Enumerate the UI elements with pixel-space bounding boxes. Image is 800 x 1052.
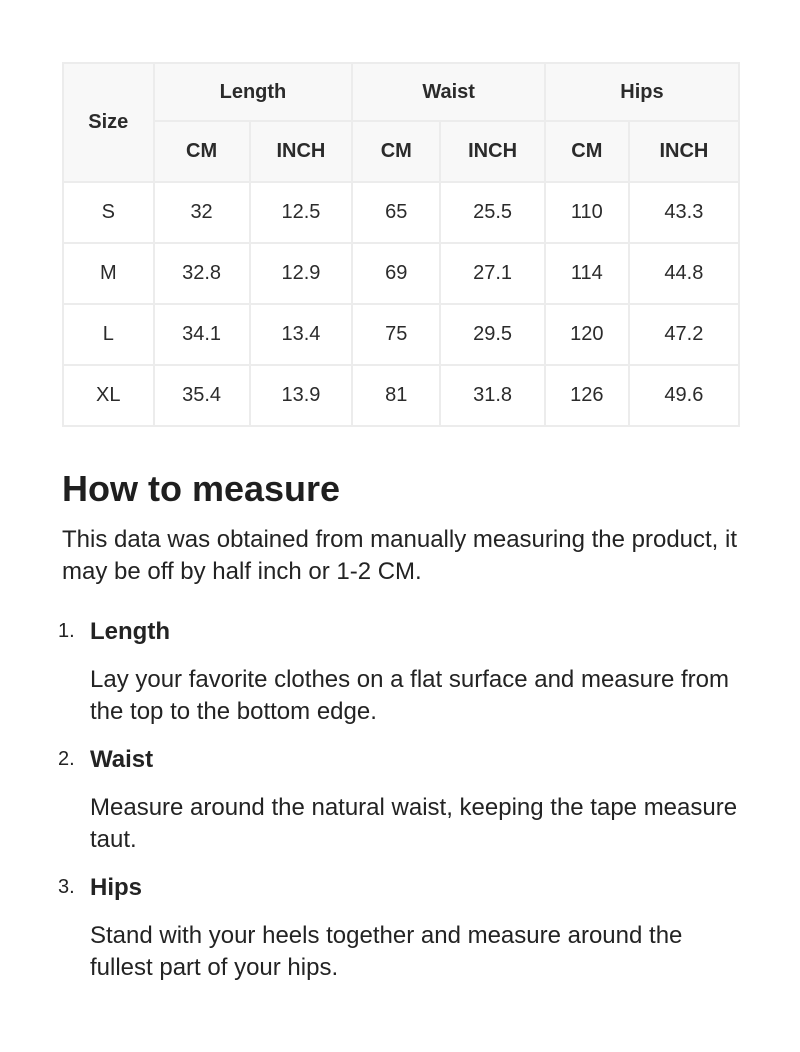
step-description: Stand with your heels together and measure around the fullest part of your hips.: [90, 922, 683, 982]
measurement-cell: 12.5: [250, 182, 353, 243]
measurement-cell: 25.5: [440, 182, 545, 243]
measurement-cell: 13.9: [250, 365, 353, 426]
hips-inch-header: INCH: [629, 121, 739, 182]
step-description: Measure around the natural waist, keeping the tape measure taut.: [90, 794, 738, 854]
measurement-cell: 31.8: [440, 365, 545, 426]
measurement-cell: 32.8: [154, 243, 250, 304]
measurement-cell: 35.4: [154, 365, 250, 426]
step-body: [90, 744, 740, 856]
how-to-measure-title: How to measure: [62, 468, 341, 509]
step-title: Hips: [90, 874, 143, 902]
measurement-cell: 44.8: [629, 243, 739, 304]
measurement-cell: 126: [545, 365, 629, 426]
size-cell: M: [63, 243, 154, 304]
hips-cm-header: CM: [545, 121, 629, 182]
step-body: [90, 616, 740, 728]
step-number: 3.: [58, 876, 75, 899]
measurement-cell: 27.1: [440, 243, 545, 304]
measure-step-length: [58, 616, 740, 728]
measurement-cell: 29.5: [440, 304, 545, 365]
step-body: [90, 872, 740, 984]
waist-inch-header: INCH: [440, 121, 545, 182]
waist-cm-header: CM: [352, 121, 440, 182]
length-group-header: Length: [154, 63, 353, 121]
measurement-cell: 110: [545, 182, 629, 243]
measurement-cell: 69: [352, 243, 440, 304]
measurement-cell: 65: [352, 182, 440, 243]
measurement-cell: 13.4: [250, 304, 353, 365]
size-cell: XL: [63, 365, 154, 426]
measurement-cell: 120: [545, 304, 629, 365]
measurement-cell: 32: [154, 182, 250, 243]
measure-step-hips: [58, 872, 740, 984]
step-number: 2.: [58, 748, 75, 771]
measurement-cell: 43.3: [629, 182, 739, 243]
measurement-cell: 114: [545, 243, 629, 304]
measurement-cell: 34.1: [154, 304, 250, 365]
measurement-cell: 81: [352, 365, 440, 426]
table-group-header-row: [63, 63, 739, 121]
measurement-cell: 12.9: [250, 243, 353, 304]
measure-intro-paragraph: This data was obtained from manually measuring the product, it may be off by half inch or 1-2 CM.: [62, 526, 738, 586]
measure-steps-list: [58, 616, 740, 984]
measurement-cell: 75: [352, 304, 440, 365]
size-cell: L: [63, 304, 154, 365]
size-cell: S: [63, 182, 154, 243]
length-inch-header: INCH: [250, 121, 353, 182]
step-title: Waist: [90, 746, 154, 774]
size-column-header: Size: [63, 63, 154, 182]
table-row-s: [63, 182, 739, 243]
step-number: 1.: [58, 620, 75, 643]
measure-step-waist: [58, 744, 740, 856]
measurement-cell: 47.2: [629, 304, 739, 365]
measurement-cell: 49.6: [629, 365, 739, 426]
size-chart-table: [62, 62, 740, 427]
step-title: Length: [90, 618, 170, 646]
table-row-xl: [63, 365, 739, 426]
waist-group-header: Waist: [352, 63, 545, 121]
length-cm-header: CM: [154, 121, 250, 182]
table-row-m: [63, 243, 739, 304]
table-unit-header-row: [63, 121, 739, 182]
step-description: Lay your favorite clothes on a flat surface and measure from the top to the bottom edge.: [90, 666, 729, 726]
table-row-l: [63, 304, 739, 365]
hips-group-header: Hips: [545, 63, 739, 121]
